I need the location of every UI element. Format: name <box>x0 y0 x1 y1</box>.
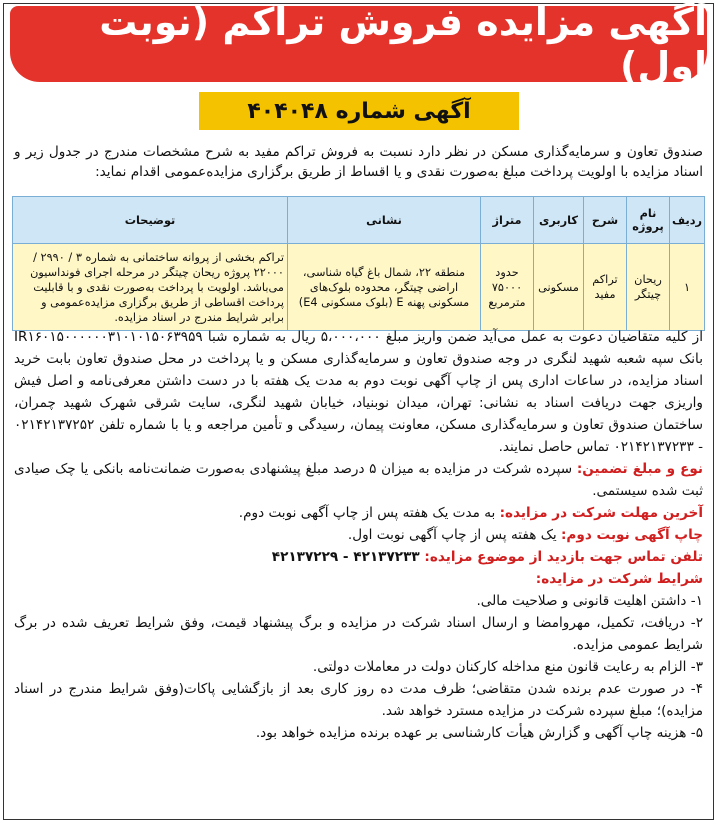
second-print-text: یک هفته پس از چاپ آگهی نوبت اول. <box>347 527 561 543</box>
header-description: شرح <box>584 197 627 244</box>
advertisement <box>3 0 714 820</box>
visit-phone-line <box>14 546 703 568</box>
guarantee-text: سپرده شرکت در مزایده به میزان ۵ درصد مبلغ پیشنهادی به‌صورت ضمانت‌نامه بانکی یا چک صیادی ثبت شده سیستمی. <box>14 461 703 499</box>
cell-project: ریحان چیتگر <box>627 244 670 331</box>
second-print-line <box>14 524 703 546</box>
cell-index: ۱ <box>670 244 705 331</box>
table-header-row <box>13 197 705 244</box>
condition-item: ۵- هزینه چاپ آگهی و گزارش هیأت کارشناسی بر عهده برنده مزایده خواهد بود. <box>255 725 703 741</box>
header-notes: توضیحات <box>13 197 288 244</box>
conditions-heading <box>14 568 703 590</box>
condition-item: ۲- دریافت، تکمیل، مهروامضا و ارسال اسناد شرکت در مزایده و برگ پیشنهاد قیمت، وفق شرایط تعریف شده در برگ شرایط عمومی مزایده. <box>14 615 703 653</box>
intro-paragraph: صندوق تعاون و سرمایه‌گذاری مسکن در نظر دارد نسبت به فروش تراکم مفید به شرح مشخصات مندرج در جدول زیر و اسناد مزایده با اولویت پرداخت مبلغ به‌صورت نقدی و یا اقساط از طریق برگزاری مزایده‌عمومی اقدام نماید: <box>14 144 703 180</box>
header-area: متراژ <box>481 197 534 244</box>
cell-notes: تراکم بخشی از پروانه ساختمانی به شماره ۳ / ۲۹۹۰ / ۲۲۰۰۰ پروژه ریحان چیتگر در مرحله اجرای فونداسیون می‌باشد. اولویت با پرداخت به‌صورت نقدی و با قابلیت پرداخت اقساطی از طریق برگزاری مزایده‌عمومی و برابر شرایط مندرج در اسناد مزایده. <box>13 244 288 331</box>
second-print-label: چاپ آگهی نوبت دوم: <box>561 527 703 543</box>
page-title: آگهی مزایده فروش تراکم (نوبت اول) <box>10 6 707 82</box>
visit-phone-label: تلفن تماس جهت بازدید از موضوع مزایده: <box>424 549 703 565</box>
deadline-line <box>14 502 703 524</box>
cell-area: حدود ۷۵۰۰۰ مترمربع <box>481 244 534 331</box>
header-index: ردیف <box>670 197 705 244</box>
header-project: نام پروژه <box>627 197 670 244</box>
deadline-text: به مدت یک هفته پس از چاپ آگهی نوبت دوم. <box>238 505 500 521</box>
condition-item: ۱- داشتن اهلیت قانونی و صلاحیت مالی. <box>476 593 703 609</box>
auction-table <box>12 196 705 331</box>
table-row <box>13 244 705 331</box>
cell-address: منطقه ۲۲، شمال باغ گیاه شناسی، اراضی چیتگر، محدوده بلوک‌های مسکونی پهنه E (بلوک مسکونی E4) <box>288 244 481 331</box>
cell-usage: مسکونی <box>534 244 584 331</box>
header-usage: کاربری <box>534 197 584 244</box>
header-address: نشانی <box>288 197 481 244</box>
main-paragraph: از کلیه متقاضیان دعوت به عمل می‌آید ضمن واریز مبلغ ۵،۰۰۰،۰۰۰ ریال به شماره شبا IR۱۶۰۱۵۰۰۰۰۰۰۳۱۰۱۰۱۵۰۶۳۹۵۹ بانک سپه شعبه شهید لنگری در وجه صندوق تعاون و سرمایه‌گذاری مسکن و یا پرداخت در محل صندوق تعاون بابت خرید اسناد مزایده، در ساعات اداری پس از چاپ آگهی نوبت دوم به مدت یک هفته با در دست داشتن معرفی‌نامه و اصل فیش واریزی جهت دریافت اسناد به نشانی: تهران، میدان نوبنیاد، خیابان شهید لنگری، سایت شرقی شهرک شهید چمران، ساختمان صندوق تعاون و سرمایه‌گذاری مسکن، معاونت پیمان، رسیدگی و تأمین مراجعه و یا با شماره تلفن ۰۲۱۴۲۱۳۷۲۵۲ - ۰۲۱۴۲۱۳۷۲۳۳ تماس حاصل نمایند. <box>14 329 703 455</box>
condition-item: ۳- الزام به رعایت قانون منع مداخله کارکنان دولت در معاملات دولتی. <box>312 659 703 675</box>
conditions-label: شرایط شرکت در مزایده: <box>535 571 703 587</box>
body-text <box>14 326 703 744</box>
guarantee-label: نوع و مبلغ تضمین: <box>576 461 703 477</box>
cell-description: تراکم مفید <box>584 244 627 331</box>
notice-number: آگهی شماره ۴۰۴۰۴۸ <box>199 92 519 130</box>
deadline-label: آخرین مهلت شرکت در مزایده: <box>499 505 703 521</box>
visit-phone-text: ۴۲۱۳۷۲۳۳ - ۴۲۱۳۷۲۲۹ <box>271 549 425 565</box>
condition-item: ۴- در صورت عدم برنده شدن متقاضی؛ ظرف مدت ده روز کاری بعد از بازگشایی پاکات(وفق شرایط مندرج در اسناد مزایده)؛ مبلغ سپرده شرکت در مزایده مسترد خواهد شد. <box>14 681 703 719</box>
guarantee-line <box>14 458 703 502</box>
